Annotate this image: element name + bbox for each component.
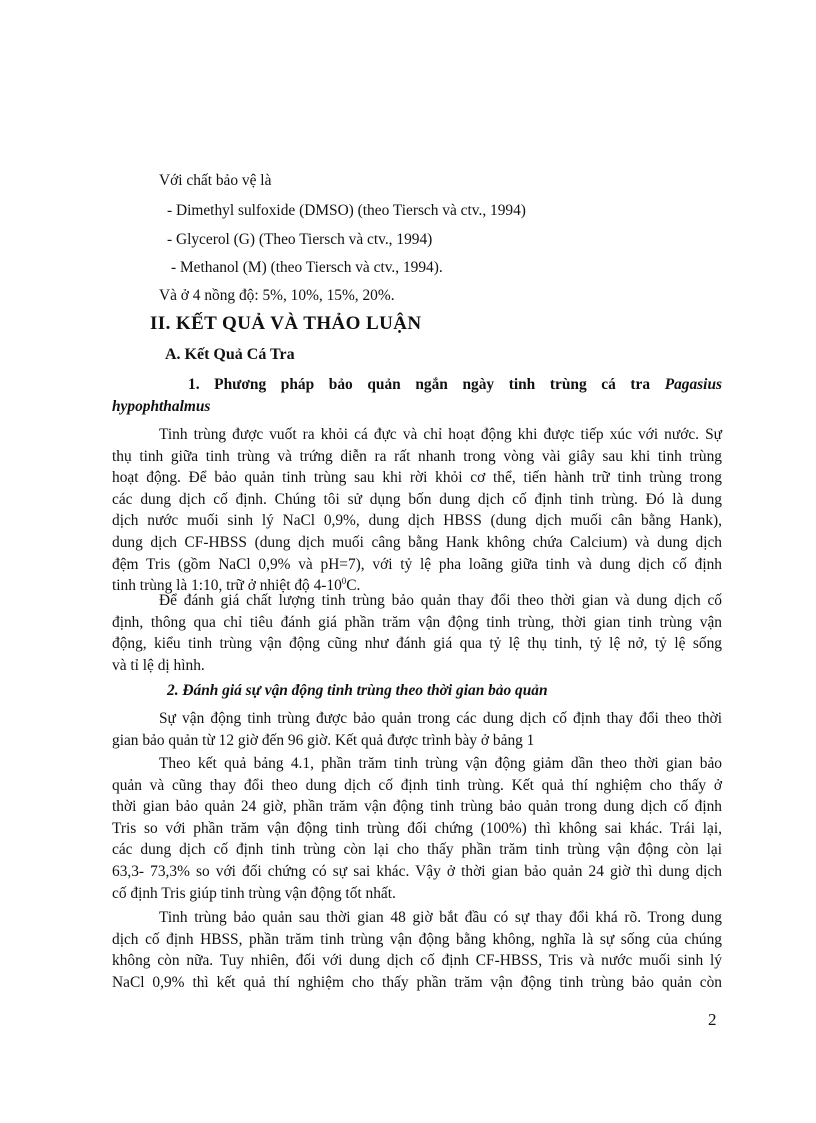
preservative-item-glycerol: - Glycerol (G) (Theo Tiersch và ctv., 1994) — [167, 231, 433, 248]
paragraph-line: không còn nữa. Tuy nhiên, đối với dung dịch cố định CF-HBSS, Tris và nước muối sinh lý — [112, 952, 722, 970]
paragraph-line: dung dịch CF-HBSS (dung dịch muối câng bằng Hank không chứa Calcium) và dung dịch — [112, 533, 722, 551]
paragraph-motility-intro — [112, 708, 722, 751]
paragraph-line: thời gian bảo quản 24 giờ, phần trăm vận động tinh trùng bảo quản trong dung dịch cố định — [112, 798, 722, 816]
paragraph-line: dịch cố định HBSS, phần trăm tinh trùng vận động bằng không, nghĩa là sự sống của chúng — [112, 930, 722, 948]
paragraph-line: quản và cũng thay đổi theo dung dịch cố định tinh trùng. Kết quả thí nghiệm cho thấy ở — [112, 776, 722, 794]
paragraph-line: động, kiểu tinh trùng vận động cũng như đánh giá qua tỷ lệ thụ tinh, tỷ lệ nở, tỷ lệ sống — [112, 635, 722, 653]
paragraph-line: Tinh trùng được vuốt ra khỏi cá đực và chỉ hoạt động khi được tiếp xúc với nước. Sự — [159, 426, 722, 443]
preservative-item-dmso: - Dimethyl sulfoxide (DMSO) (theo Tiersch và ctv., 1994) — [167, 202, 526, 219]
degree-superscript: 0 — [341, 576, 347, 587]
paragraph-line: đệm Tris (gồm NaCl 0,9% và pH=7), với tỷ lệ pha loãng giữa tinh và dung dịch cố định — [112, 555, 722, 573]
paragraph-48h-results — [112, 907, 722, 993]
subsection-title: A. Kết Quả Cá Tra — [165, 346, 295, 363]
paragraph-line: cố định Tris giúp tinh trùng vận động tốt nhất. — [112, 884, 396, 902]
paragraph-line: gian bảo quản từ 12 giờ đến 96 giờ. Kết quả được trình bày ở bảng 1 — [112, 731, 535, 749]
paragraph-line: Theo kết quả bảng 4.1, phần trăm tinh trùng vận động giảm dần theo thời gian bảo — [159, 755, 722, 772]
paragraph-line: Để đánh giá chất lượng tinh trùng bảo quản thay đổi theo thời gian và dung dịch cố — [159, 592, 722, 609]
heading-motility-evaluation: 2. Đánh giá sự vận động tinh trùng theo thời gian bảo quản — [167, 682, 548, 699]
paragraph-line: các dung dịch cố định. Chúng tôi sử dụng bốn dung dịch cố định tinh trùng. Đó là dung — [112, 490, 722, 508]
paragraph-line: hoạt động. Để bảo quản tinh trùng sau khi rời khỏi cơ thể, tiến hành trữ tinh trùng trong — [112, 469, 722, 487]
page-number: 2 — [708, 1010, 717, 1029]
paragraph-line: Tinh trùng bảo quản sau thời gian 48 giờ bắt đầu có sự thay đổi khá rõ. Trong dung — [159, 909, 722, 926]
species-name-part2: hypophthalmus — [112, 397, 211, 415]
paragraph-quality-evaluation — [112, 590, 722, 676]
paragraph-line: thụ tinh giữa tinh trùng và trứng diễn ra rất nhanh trong vòng vài giây sau khi tinh trùng — [112, 447, 722, 465]
preservative-item-methanol: - Methanol (M) (theo Tiersch và ctv., 1994). — [171, 259, 443, 276]
paragraph-line: Tris so với phần trăm vận động tinh trùng đối chứng (100%) thì không sai khác. Trái lại, — [112, 819, 722, 837]
paragraph-sperm-collection — [112, 424, 722, 597]
paragraph-line: 63,3- 73,3% so với đối chứng có sự sai khác. Vậy ở thời gian bảo quản 24 giờ thì dung dịch — [112, 862, 722, 880]
paragraph-line: NaCl 0,9% thì kết quả thí nghiệm cho thấy phần trăm vận động tinh trùng bảo quản còn — [112, 973, 722, 991]
preservatives-intro: Với chất bảo vệ là — [159, 172, 272, 189]
paragraph-line: các dung dịch cố định tinh trùng còn lại cho thấy phần trăm tinh trùng vận động còn lại — [112, 841, 722, 859]
section-title: II. KẾT QUẢ VÀ THẢO LUẬN — [150, 313, 422, 334]
concentrations-line: Và ở 4 nồng độ: 5%, 10%, 15%, 20%. — [159, 287, 395, 304]
paragraph-line: và tỉ lệ dị hình. — [112, 656, 205, 674]
species-name-part1: Pagasius — [664, 376, 722, 393]
heading-line-1: 1. Phương pháp bảo quản ngắn ngày tinh trùng cá tra Pagasius — [188, 376, 722, 393]
heading-short-term-preservation — [112, 374, 722, 417]
paragraph-line: Sự vận động tinh trùng được bảo quản trong các dung dịch cố định thay đổi theo thời — [159, 710, 722, 727]
paragraph-line-temperature: tinh trùng là 1:10, trữ ở nhiệt độ $4-10^0C$. — [112, 576, 361, 595]
paragraph-line: dịch nước muối sinh lý NaCl 0,9%, dung dịch HBSS (dung dịch muối cân bằng Hank), — [112, 512, 722, 530]
paragraph-line: định, thông qua chỉ tiêu đánh giá phần trăm vận động tinh trùng, thời gian tinh trùng vận — [112, 613, 722, 631]
paragraph-24h-results — [112, 753, 722, 904]
